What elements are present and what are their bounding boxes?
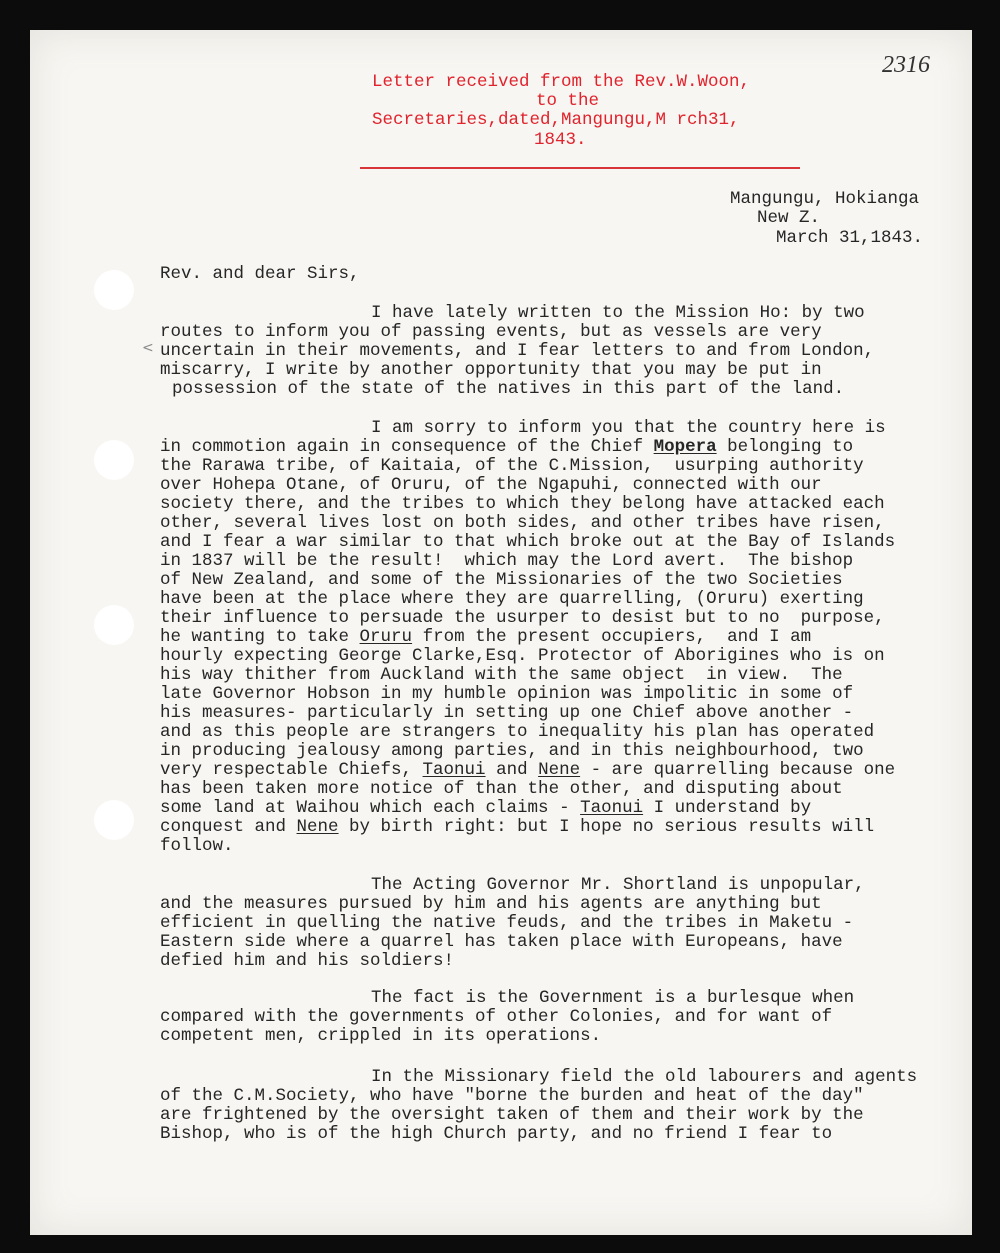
text-segment: I understand by (643, 798, 812, 818)
text-line: and I fear a war similar to that which broke out at the Bay of Islands (160, 532, 896, 552)
underlined-name: Nene (538, 760, 581, 780)
page-number: 2316 (882, 52, 930, 78)
text-line (160, 817, 874, 837)
text-line: and the measures pursued by him and his agents are anything but (160, 894, 822, 914)
underlined-name: Oruru (359, 627, 413, 647)
text-line: society there, and the tribes to which they belong have attacked each (160, 494, 885, 514)
text-line: are frightened by the oversight taken of them and their work by the (160, 1105, 864, 1125)
text-line: I have lately written to the Mission Ho: by two (371, 303, 865, 323)
text-segment: in commotion again in consequence of the Chief (160, 437, 654, 457)
text-line: of New Zealand, and some of the Missionaries of the two Societies (160, 570, 843, 590)
text-segment: from the present occupiers, and I am (412, 627, 812, 647)
text-line: has been taken more notice of than the other, and disputing about (160, 779, 843, 799)
header-line: Secretaries,dated,Mangungu,M rch31, (372, 110, 740, 130)
text-line: other, several lives lost on both sides, and other tribes have risen, (160, 513, 885, 533)
text-line: possession of the state of the natives in this part of the land. (172, 379, 845, 399)
text-line: The fact is the Government is a burlesque when (371, 988, 855, 1008)
text-line: his measures- particularly in setting up one Chief above another - (160, 703, 854, 723)
punch-hole (94, 605, 134, 645)
text-line: compared with the governments of other Colonies, and for want of (160, 1007, 833, 1027)
punch-hole (94, 270, 134, 310)
salutation: Rev. and dear Sirs, (160, 264, 360, 284)
underlined-name: Taonui (422, 760, 486, 780)
text-segment: - are quarrelling because one (580, 760, 896, 780)
text-line: Bishop, who is of the high Church party, and no friend I fear to (160, 1124, 833, 1144)
text-line: the Rarawa tribe, of Kaitaia, of the C.Mission, usurping authority (160, 456, 864, 476)
underlined-name: Mopera (653, 437, 717, 457)
header-line: Letter received from the Rev.W.Woon, (372, 72, 751, 92)
text-line: The Acting Governor Mr. Shortland is unpopular, (371, 875, 865, 895)
text-line: have been at the place where they are quarrelling, (Oruru) exerting (160, 589, 864, 609)
header-line: 1843. (534, 130, 587, 150)
punch-hole (94, 440, 134, 480)
text-line (160, 627, 811, 647)
address-line: Mangungu, Hokianga (730, 189, 920, 209)
text-line: of the C.M.Society, who have "borne the burden and heat of the day" (160, 1086, 864, 1106)
address-line: March 31,1843. (776, 228, 924, 248)
text-segment: and (485, 760, 539, 780)
text-line: over Hohepa Otane, of Oruru, of the Ngapuhi, connected with our (160, 475, 822, 495)
header-line: to the (536, 91, 600, 111)
underlined-name: Nene (296, 817, 339, 837)
text-line: late Governor Hobson in my humble opinion was impolitic in some of (160, 684, 854, 704)
text-line (160, 760, 895, 780)
text-line: defied him and his soldiers! (160, 951, 455, 971)
text-line: miscarry, I write by another opportunity that you may be put in (160, 360, 822, 380)
text-line (160, 437, 853, 457)
text-line: In the Missionary field the old labourers and agents (371, 1067, 918, 1087)
text-line: efficient in quelling the native feuds, and the tribes in Maketu - (160, 913, 854, 933)
text-line: and as this people are strangers to inequality his plan has operated (160, 722, 875, 742)
text-line: hourly expecting George Clarke,Esq. Protector of Aborigines who is on (160, 646, 885, 666)
text-segment: very respectable Chiefs, (160, 760, 423, 780)
text-segment: by birth right: but I hope no serious results will (338, 817, 875, 837)
punch-hole (94, 800, 134, 840)
address-line: New Z. (757, 208, 821, 228)
underlined-name: Taonui (580, 798, 644, 818)
text-segment: some land at Waihou which each claims - (160, 798, 581, 818)
margin-mark: < (142, 340, 154, 356)
text-segment: he wanting to take (160, 627, 360, 647)
text-line: uncertain in their movements, and I fear letters to and from London, (160, 341, 875, 361)
text-line: in producing jealousy among parties, and in this neighbourhood, two (160, 741, 864, 761)
text-line: routes to inform you of passing events, but as vessels are very (160, 322, 822, 342)
text-line: follow. (160, 836, 234, 856)
text-line: in 1837 will be the result! which may the Lord avert. The bishop (160, 551, 854, 571)
text-line: their influence to persuade the usurper to desist but to no purpose, (160, 608, 885, 628)
text-segment: conquest and (160, 817, 297, 837)
text-line: Eastern side where a quarrel has taken place with Europeans, have (160, 932, 843, 952)
text-line (160, 798, 811, 818)
text-segment: belonging to (716, 437, 854, 457)
text-line: I am sorry to inform you that the country here is (371, 418, 886, 438)
header-rule (360, 167, 800, 169)
text-line: competent men, crippled in its operations. (160, 1026, 602, 1046)
text-line: his way thither from Auckland with the same object in view. The (160, 665, 843, 685)
